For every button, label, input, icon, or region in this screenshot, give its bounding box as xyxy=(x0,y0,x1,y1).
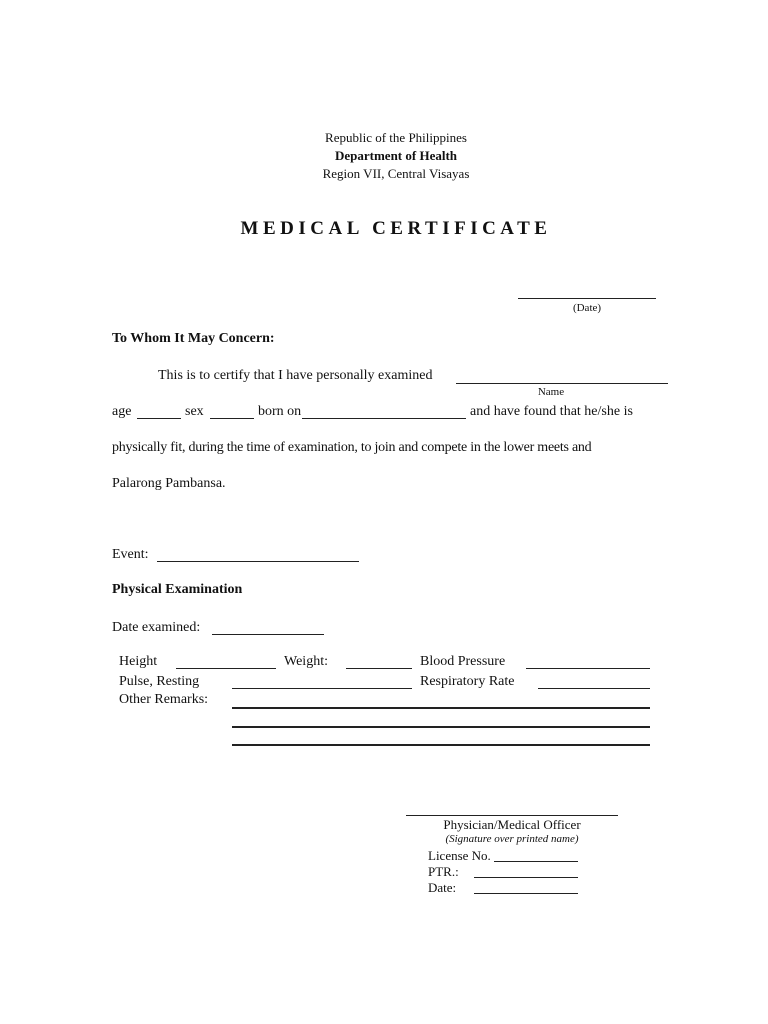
remarks-line-3[interactable] xyxy=(232,744,650,746)
signature-date-label: Date: xyxy=(428,880,457,895)
date-examined-label: Date examined: xyxy=(112,620,201,635)
date-examined-line[interactable] xyxy=(212,634,324,635)
weight-line[interactable] xyxy=(346,668,412,669)
body-line-2: physically fit, during the time of examination, to join and compete in the lower meets and xyxy=(112,440,592,455)
name-caption: Name xyxy=(537,386,565,398)
age-line[interactable] xyxy=(137,418,181,419)
pulse-line[interactable] xyxy=(232,688,412,689)
ptr-label: PTR.: xyxy=(428,864,459,879)
date-line[interactable] xyxy=(518,298,656,299)
born-label: born on xyxy=(258,404,302,419)
blood-pressure-label: Blood Pressure xyxy=(420,654,506,669)
found-text: and have found that he/she is xyxy=(470,404,633,419)
pulse-label: Pulse, Resting xyxy=(119,674,200,689)
license-label: License No. xyxy=(428,848,491,863)
sex-line[interactable] xyxy=(210,418,254,419)
department-heading: Department of Health xyxy=(334,148,458,163)
height-label: Height xyxy=(119,654,158,669)
remarks-line-1[interactable] xyxy=(232,707,650,709)
respiratory-line[interactable] xyxy=(538,688,650,689)
physical-exam-heading: Physical Examination xyxy=(112,582,243,597)
name-line[interactable] xyxy=(456,383,668,384)
document-title: MEDICAL CERTIFICATE xyxy=(240,218,552,239)
signature-caption: (Signature over printed name) xyxy=(445,833,579,845)
height-line[interactable] xyxy=(176,668,276,669)
remarks-line-2[interactable] xyxy=(232,726,650,728)
signature-line[interactable] xyxy=(406,815,618,816)
signature-date-line[interactable] xyxy=(474,893,578,894)
certify-text: This is to certify that I have personally examined xyxy=(158,368,433,383)
license-line[interactable] xyxy=(494,861,578,862)
salutation: To Whom It May Concern: xyxy=(112,331,275,346)
signature-title: Physician/Medical Officer xyxy=(443,817,581,832)
republic-heading: Republic of the Philippines xyxy=(325,130,467,145)
sex-label: sex xyxy=(185,404,204,419)
birthdate-line[interactable] xyxy=(302,418,466,419)
blood-pressure-line[interactable] xyxy=(526,668,650,669)
ptr-line[interactable] xyxy=(474,877,578,878)
date-caption: (Date) xyxy=(572,302,602,314)
region-heading: Region VII, Central Visayas xyxy=(322,166,470,181)
age-label: age xyxy=(112,404,132,419)
remarks-label: Other Remarks: xyxy=(119,692,209,707)
event-line[interactable] xyxy=(157,561,359,562)
weight-label: Weight: xyxy=(284,654,328,669)
event-label: Event: xyxy=(112,547,149,562)
body-line-3: Palarong Pambansa. xyxy=(112,476,226,491)
respiratory-label: Respiratory Rate xyxy=(420,674,515,689)
